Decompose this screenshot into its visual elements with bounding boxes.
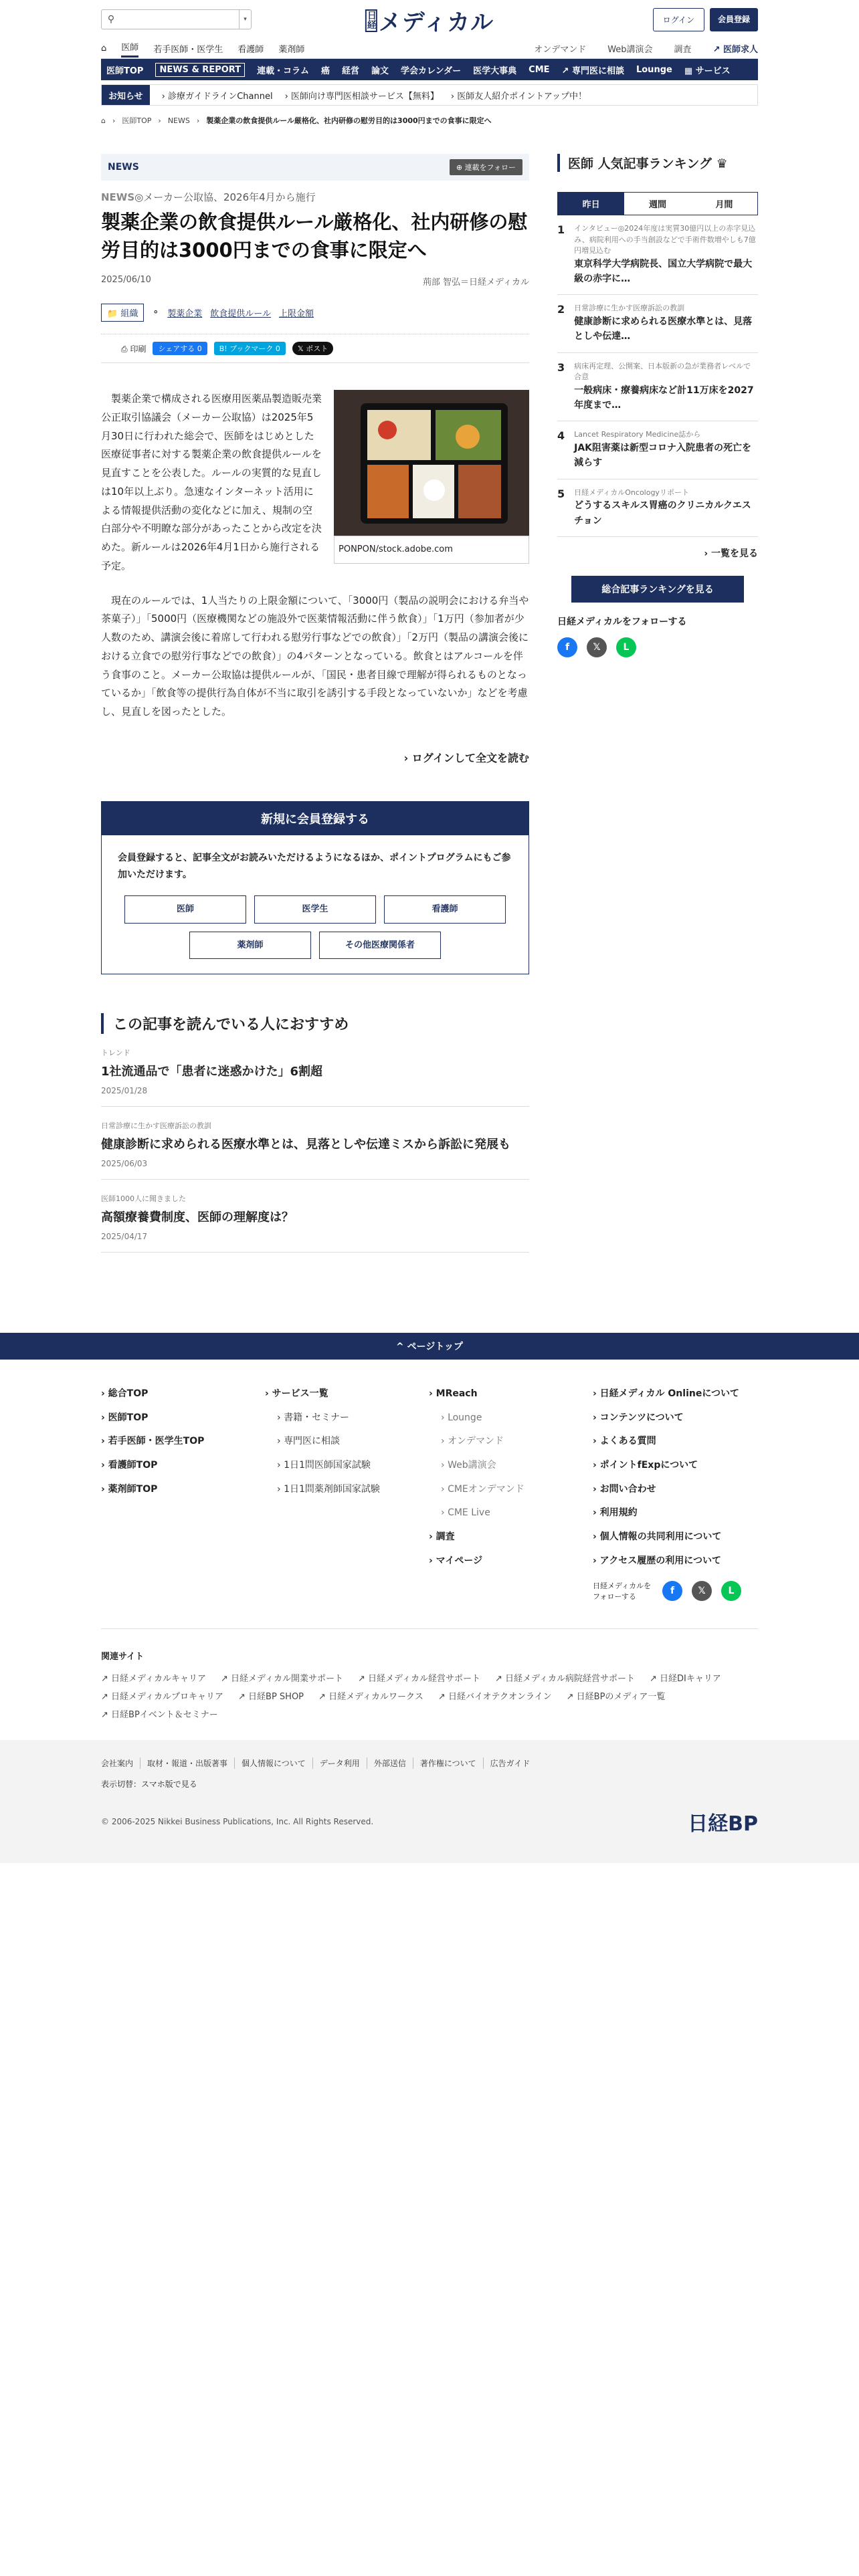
category-chip-label: 組織 (120, 309, 138, 320)
rank-number: 5 (557, 487, 565, 500)
recommend-section (101, 1013, 529, 1253)
footer-link-label: 総合TOP (108, 1388, 149, 1399)
rank-kicker: 病床再定理、公開案、日本版新の急が業務者レベルで合意 (574, 361, 751, 382)
notice-item-2[interactable]: › 医師向け専門医相談サービス【無料】 (284, 91, 439, 102)
sidebar-follow-label: 日経メディカルをフォローする (557, 616, 687, 627)
footer-link[interactable]: › MReach (429, 1388, 478, 1399)
footer-link[interactable]: › Web講演会 (441, 1460, 496, 1471)
share-bar (101, 334, 529, 363)
footer-link[interactable]: › 医師TOP (101, 1412, 149, 1423)
page-top-button[interactable]: ^ ページトップ (0, 1333, 859, 1360)
mainnav-dictionary[interactable]: 医学大事典 (473, 66, 517, 76)
logo-nikkei: 日経 (365, 9, 377, 32)
nikkei-bp-logo[interactable]: 日経BP (688, 1812, 758, 1836)
mainnav-consult-label: 専門医に相談 (571, 66, 624, 76)
rank-headline[interactable]: 健康診断に求められる医療水準とは、見落としや伝達… (574, 316, 753, 342)
login-read-more-link[interactable]: › ログインして全文を読む (403, 751, 529, 764)
mainnav-cme[interactable]: CME (529, 64, 550, 75)
home-icon[interactable]: ⌂ (101, 116, 106, 125)
nav-job-label: 医師求人 (723, 45, 758, 55)
notice-item-3[interactable]: › 医師友人紹介ポイントアップ中！ (450, 91, 587, 102)
notice-bar (101, 84, 758, 106)
footer-link[interactable]: › オンデマンド (441, 1436, 504, 1447)
rank-number: 2 (557, 303, 565, 316)
sidebar (557, 154, 758, 1253)
ranking-tabs (557, 192, 758, 215)
rank-headline[interactable]: 東京科学大学病院長、国立大学病院で最大級の赤字に… (574, 258, 753, 284)
category-chip[interactable] (101, 304, 144, 322)
recommend-item[interactable] (101, 1034, 529, 1107)
footer-link[interactable]: › 薬剤師TOP (101, 1483, 158, 1495)
breadcrumb-news[interactable]: NEWS (167, 116, 190, 125)
footer-link[interactable]: › 個人情報の共同利用について (593, 1531, 722, 1543)
related-link-label: 日経メディカル開業サポート (231, 1673, 343, 1684)
mainnav-management[interactable]: 経営 (341, 66, 359, 76)
nav-pharmacist[interactable]: 薬剤師 (278, 45, 305, 55)
related-link[interactable]: ↗ 日経メディカルキャリア (101, 1673, 206, 1684)
related-link[interactable]: ↗ 日経BPイベント＆セミナー (101, 1709, 218, 1720)
breadcrumb-doctor-top[interactable]: 医師TOP (122, 116, 152, 125)
recommend-date: 2025/06/03 (101, 1159, 148, 1168)
footer-link[interactable]: › 若手医師・医学生TOP (101, 1436, 205, 1447)
crown-icon: ♛ (716, 156, 728, 171)
mainnav-consult[interactable]: ↗ 専門医に相談 (561, 66, 624, 76)
footer-link-label: 書籍・セミナー (284, 1412, 350, 1423)
mainnav-service-label: サービス (695, 66, 731, 76)
tab-weekly[interactable]: 週間 (648, 200, 666, 210)
footer-col-3 (429, 1382, 593, 1574)
tab-monthly[interactable]: 月間 (715, 200, 733, 210)
nav-job[interactable]: ↗ 医師求人 (712, 45, 758, 55)
hatena-bookmark-button[interactable]: B! ブックマーク 0 (214, 342, 286, 355)
recommend-kicker: 医師1000人に聞きました (101, 1194, 186, 1203)
related-link[interactable]: ↗ 日経メディカル開業サポート (221, 1673, 343, 1684)
home-icon[interactable]: ⌂ (101, 43, 107, 53)
footer-link[interactable]: › ポイントfExpについて (593, 1460, 698, 1471)
footer-link[interactable]: › サービス一覧 (265, 1388, 328, 1399)
site-logo[interactable] (365, 4, 494, 37)
bottom-link[interactable]: 広告ガイド (483, 1757, 531, 1769)
footer-link-label: コンテンツについて (599, 1412, 684, 1423)
page-top-label: ページトップ (407, 1341, 463, 1352)
bottom-link[interactable]: 取材・報道・出版著事 (140, 1757, 227, 1769)
nav-young-doctor[interactable]: 若手医師・医学生 (153, 45, 223, 55)
copyright: © 2006-2025 Nikkei Business Publications, Inc. All Rights Reserved. (101, 1816, 374, 1826)
footer-link[interactable]: › Lounge (441, 1412, 482, 1423)
footer-link-label: CMEオンデマンド (448, 1483, 524, 1495)
registration-text: 会員登録すると、記事全文がお読みいただけるようになるほか、ポイントプログラムにもご参加いただけます。 (118, 852, 511, 881)
series-label: NEWS (108, 162, 139, 173)
print-button[interactable] (121, 343, 146, 354)
mainnav-cancer[interactable]: 癌 (320, 66, 330, 76)
related-sites (101, 1628, 758, 1720)
footer-link[interactable]: › CME Live (441, 1507, 490, 1519)
related-link[interactable]: ↗ 日経メディカルプロキャリア (101, 1691, 223, 1702)
follow-series-label: 連載をフォロー (464, 163, 516, 172)
bottom-link[interactable]: 会社案内 (101, 1758, 134, 1768)
facebook-icon[interactable]: f (557, 637, 577, 657)
mainnav-paper[interactable]: 論文 (371, 66, 389, 76)
rank-kicker: インタビュー◎2024年度は実質30億円以上の赤字見込み、病院利用への手当創設などで手術件数増やしも7億円増見込む (574, 224, 756, 255)
bottom-link[interactable]: 外部送信 (367, 1757, 406, 1769)
footer-link-label: お問い合わせ (599, 1483, 656, 1495)
register-other-button[interactable]: その他医療関係者 (319, 932, 441, 959)
photo-credit: PONPON/stock.adobe.com (334, 536, 529, 564)
tag-link-1[interactable]: 製薬企業 (167, 309, 203, 320)
footer-link[interactable]: › CMEオンデマンド (441, 1483, 524, 1495)
notice-item-3-label: 医師友人紹介ポイントアップ中！ (457, 91, 587, 102)
rank-kicker: Lancet Respiratory Medicine誌から (574, 430, 701, 439)
footer-link-label: 日経メディカル Onlineについて (599, 1388, 740, 1399)
recommend-date: 2025/04/17 (101, 1232, 148, 1241)
footer-follow-label: 日経メディカルをフォローする (593, 1581, 652, 1601)
chevron-down-icon[interactable]: ▾ (239, 10, 251, 29)
display-toggle[interactable]: 表示切替：スマホ版で見る (101, 1779, 197, 1789)
x-post-label: ポスト (306, 344, 328, 354)
notice-tag: お知らせ (102, 85, 150, 105)
related-link-label: 日経バイオテクオンライン (448, 1691, 552, 1702)
footer-link[interactable]: › 看護師TOP (101, 1460, 158, 1471)
rank-headline[interactable]: JAK阻害薬は新型コロナ入院患者の死亡を減らす (574, 442, 752, 469)
recommend-title: この記事を読んでいる人におすすめ (101, 1013, 529, 1034)
related-link-label: 日経メディカルワークス (328, 1691, 423, 1702)
mainnav-calendar[interactable]: 学会カレンダー (401, 66, 462, 76)
related-link-label: 日経BP SHOP (248, 1691, 304, 1702)
mainnav-service[interactable] (684, 64, 731, 76)
nav-nurse[interactable]: 看護師 (237, 45, 264, 55)
related-link[interactable]: ↗ 日経DIキャリア (650, 1673, 721, 1684)
recommend-headline[interactable]: 健康診断に求められる医療水準とは、見落としや伝達ミスから訴訟に発展も (101, 1138, 510, 1152)
rank-headline[interactable]: 一般病床・療養病床など計11万床を2027年度まで… (574, 385, 754, 411)
bottom-link[interactable]: 著作権について (413, 1757, 476, 1769)
footer-link-label: 1日1問薬剤師国家試験 (284, 1483, 380, 1495)
kicker-text: ◎メーカー公取協、2026年4月から施行 (134, 191, 316, 203)
recommend-kicker: トレンド (101, 1049, 130, 1057)
related-link[interactable]: ↗ 日経メディカルワークス (318, 1691, 423, 1702)
footer-link-label: 看護師TOP (108, 1460, 158, 1471)
article-figure (334, 390, 529, 564)
rank-number: 3 (557, 360, 565, 374)
bento-photo (334, 390, 529, 536)
article-meta (101, 275, 529, 288)
footer-link-label: CME Live (448, 1507, 490, 1519)
related-title: 関連サイト (101, 1651, 145, 1662)
related-link-label: 日経BPのメディア一覧 (576, 1691, 666, 1702)
footer-link[interactable]: › 日経メディカル Onlineについて (593, 1388, 740, 1399)
rank-headline[interactable]: どうするスキルス胃癌のクリニカルクエスチョン (574, 500, 751, 526)
bottom-link[interactable]: 個人情報について (234, 1757, 306, 1769)
footer-link-label: オンデマンド (448, 1436, 504, 1447)
footer-link-label: Lounge (448, 1412, 482, 1423)
logo-medical: メディカル (378, 9, 494, 36)
article-kicker (101, 190, 529, 204)
content-area (101, 154, 758, 1253)
article-paragraph-1: 製薬企業で構成される医療用医薬品製造販売業公正取引協議会（メーカー公取協）は2025年5月30日に行われた総会で、医師をはじめとした医療従事者に対する製薬企業の飲食提供ルールを見直すことを公表した。ルールの実質的な見直しは10年以上ぶり。急速なインターネット活用による情報提供活動の変化などに加え、規制の空白部分や不明瞭な部分があったことから改定を決めた。新ルールは2026年4月1日から施行される予定。 (101, 393, 322, 572)
footer-link-label: よくある質問 (599, 1436, 656, 1447)
footer-link-label: 利用規約 (599, 1507, 638, 1519)
footer-link[interactable]: › コンテンツについて (593, 1412, 684, 1423)
overall-ranking-button[interactable]: 総合記事ランキングを見る (571, 576, 744, 603)
article-author: 荊部 智弘＝日経メディカル (422, 278, 529, 288)
facebook-icon[interactable]: f (662, 1581, 682, 1601)
rank-kicker: 日常診療に生かす医療訴訟の教訓 (574, 304, 685, 313)
related-link[interactable]: ↗ 日経バイオテクオンライン (438, 1691, 552, 1702)
login-button[interactable]: ログイン (653, 8, 704, 31)
register-pharmacist-button[interactable]: 薬剤師 (189, 932, 311, 959)
footer-link[interactable]: › 1日1問医師国家試験 (277, 1460, 371, 1471)
ranking-item[interactable] (557, 479, 758, 537)
tab-yesterday[interactable]: 昨日 (558, 193, 624, 215)
follow-series-button[interactable] (450, 159, 522, 175)
line-icon[interactable]: L (616, 637, 636, 657)
nav-doctor[interactable]: 医師 (121, 40, 138, 58)
footer-link-label: 若手医師・医学生TOP (108, 1436, 205, 1447)
footer-link[interactable]: › マイページ (429, 1555, 483, 1566)
footer-link[interactable]: › よくある質問 (593, 1436, 656, 1447)
footer-col-1 (101, 1382, 265, 1574)
plus-icon: ⊕ (456, 163, 463, 172)
login-read-more-label: ログインして全文を読む (411, 751, 529, 764)
footer-link[interactable]: › 総合TOP (101, 1388, 149, 1399)
related-link[interactable]: ↗ 日経BPのメディア一覧 (566, 1691, 666, 1702)
related-link-label: 日経メディカル病院経営サポート (505, 1673, 635, 1684)
ranking-item[interactable] (557, 215, 758, 295)
footer-link-label: ポイントfExpについて (599, 1460, 698, 1471)
nav-ondemand[interactable]: オンデマンド (534, 45, 587, 55)
footer-link[interactable]: › 調査 (429, 1531, 455, 1543)
recommend-headline[interactable]: 高額療養費制度、医師の理解度は？ (101, 1210, 294, 1224)
notice-item-1[interactable]: › 診療ガイドラインChannel (161, 91, 273, 102)
recommend-item[interactable] (101, 1107, 529, 1180)
footer-col-2 (265, 1382, 429, 1574)
printer-icon: ⎙ (121, 344, 128, 354)
recommend-headline[interactable]: 1社流通品で「患者に迷惑かけた」6割超 (101, 1065, 323, 1079)
x-icon[interactable]: 𝕏 (587, 637, 607, 657)
ranking-title (557, 154, 758, 172)
ranking-title-text: 医師 人気記事ランキング (568, 156, 712, 171)
facebook-share-button[interactable]: シェアする 0 (153, 342, 207, 355)
x-icon[interactable]: 𝕏 (692, 1581, 712, 1601)
register-student-button[interactable]: 医学生 (254, 895, 376, 923)
related-link-label: 日経メディカルプロキャリア (111, 1691, 223, 1702)
kicker-series: NEWS (101, 191, 135, 203)
page-wrapper (101, 0, 758, 1253)
search-icon[interactable]: ⚲ (107, 14, 115, 25)
footer-link[interactable]: › 利用規約 (593, 1507, 638, 1519)
tag-icon: ⚬ (152, 308, 160, 318)
registration-title: 新規に会員登録する (102, 802, 529, 835)
article-date: 2025/06/10 (101, 275, 151, 286)
article-paragraph-2: 現在のルールでは、1人当たりの上限金額について、「3000円（製品の説明会における弁当や茶菓子）」「5000円（医療機関などの施設外で医薬情報活動に伴う飲食）」「1万円（参加者が少人数のため、講演会後に着席して行われる慰労行事などでの飲食）」「2万円（製品の講演会後における立食での慰労行事などでの飲食）」の4パターンとなっている。飲食とはアルコールを伴う食事のこと。メーカー公取協は提供ルールが、「国民・患者目線で理解が得られるものとなっているか」「飲食等の提供行為自体が不当に取引を誘引する手段となっていないか」などを考慮し、見直しを図ったとした。 (101, 594, 529, 718)
breadcrumb: ⌂ › 医師TOP › NEWS › 製薬企業の飲食提供ルール厳格化、社内研修の慰労目的は3000円までの食事に限定へ (101, 116, 492, 125)
tag-link-3[interactable]: 上限金額 (279, 309, 314, 320)
tag-link-2[interactable]: 飲食提供ルール (210, 309, 272, 320)
main-nav (101, 59, 758, 80)
footer-link-label: 薬剤師TOP (108, 1483, 158, 1495)
ranking-item[interactable] (557, 421, 758, 479)
grid-icon: ▦ (684, 66, 693, 76)
footer (101, 1382, 758, 1720)
top-bar (101, 0, 758, 39)
article-title: 製薬企業の飲食提供ルール厳格化、社内研修の慰労目的は3000円までの食事に限定へ (101, 211, 528, 262)
footer-link[interactable]: › 専門医に相談 (277, 1436, 341, 1447)
ranking-more-label: 一覧を見る (711, 548, 758, 559)
notice-item-1-label: 診療ガイドラインChannel (167, 91, 273, 102)
article-body (101, 390, 529, 722)
recommend-kicker: 日常診療に生かす医療訴訟の教訓 (101, 1121, 211, 1130)
related-link[interactable]: ↗ 日経メディカル病院経営サポート (495, 1673, 635, 1684)
recommend-item[interactable] (101, 1180, 529, 1253)
footer-link-label: アクセス履歴の利用について (599, 1555, 721, 1566)
bottom-link[interactable]: データ利用 (312, 1757, 360, 1769)
related-link-label: 日経メディカル経営サポート (368, 1673, 480, 1684)
bottom-bar (0, 1740, 859, 1863)
footer-link[interactable]: › アクセス履歴の利用について (593, 1555, 721, 1566)
register-doctor-button[interactable]: 医師 (124, 895, 246, 923)
mainnav-doctor-top[interactable]: 医師TOP (106, 66, 144, 76)
series-bar (101, 154, 529, 181)
related-link[interactable]: ↗ 日経BP SHOP (238, 1691, 304, 1702)
register-nurse-button[interactable]: 看護師 (384, 895, 506, 923)
footer-link-label: Web講演会 (448, 1460, 496, 1471)
audience-nav (101, 39, 758, 59)
recommend-date: 2025/01/28 (101, 1086, 148, 1095)
footer-follow (593, 1580, 758, 1602)
mainnav-column[interactable]: 連載・コラム (257, 66, 309, 76)
register-button[interactable]: 会員登録 (710, 8, 758, 31)
registration-box (101, 801, 529, 974)
print-label: 印刷 (130, 344, 147, 354)
ranking-item[interactable] (557, 353, 758, 422)
footer-link-label: 専門医に相談 (284, 1436, 341, 1447)
folder-icon: 📁 (107, 309, 118, 320)
footer-link-label: マイページ (436, 1555, 483, 1566)
footer-link-label: サービス一覧 (272, 1388, 328, 1399)
nav-web-lecture[interactable]: Web講演会 (607, 45, 653, 55)
rank-number: 1 (557, 223, 565, 236)
footer-link-label: 個人情報の共同利用について (599, 1531, 722, 1543)
x-post-button[interactable]: 𝕏 ポスト (292, 342, 333, 355)
mainnav-lounge[interactable]: Lounge (636, 64, 672, 75)
footer-link[interactable]: › お問い合わせ (593, 1483, 656, 1495)
footer-link[interactable]: › 書籍・セミナー (277, 1412, 350, 1423)
mainnav-news[interactable]: NEWS & REPORT (155, 63, 245, 77)
ranking-more-link[interactable]: › 一覧を見る (704, 548, 758, 559)
footer-col-4 (593, 1382, 757, 1574)
ranking-item[interactable] (557, 295, 758, 352)
footer-link[interactable]: › 1日1問薬剤師国家試験 (277, 1483, 380, 1495)
notice-item-2-label: 医師向け専門医相談サービス【無料】 (290, 91, 439, 102)
rank-kicker: 日経メディカルOncologyリポート (574, 488, 689, 497)
footer-link-label: 調査 (436, 1531, 455, 1543)
search-box[interactable] (101, 9, 252, 29)
nav-survey[interactable]: 調査 (674, 45, 692, 55)
line-icon[interactable]: L (721, 1581, 741, 1601)
breadcrumb-current: 製薬企業の飲食提供ルール厳格化、社内研修の慰労目的は3000円までの食事に限定へ (206, 116, 492, 125)
footer-link-label: 医師TOP (108, 1412, 149, 1423)
tag-row (101, 304, 529, 322)
footer-link-label: MReach (436, 1388, 478, 1399)
related-link-label: 日経BPイベント＆セミナー (111, 1709, 218, 1720)
footer-link-label: 1日1問医師国家試験 (284, 1460, 371, 1471)
rank-number: 4 (557, 429, 565, 443)
related-link-label: 日経メディカルキャリア (111, 1673, 206, 1684)
related-link-label: 日経DIキャリア (660, 1673, 721, 1684)
related-link[interactable]: ↗ 日経メディカル経営サポート (358, 1673, 480, 1684)
article (101, 154, 529, 1253)
